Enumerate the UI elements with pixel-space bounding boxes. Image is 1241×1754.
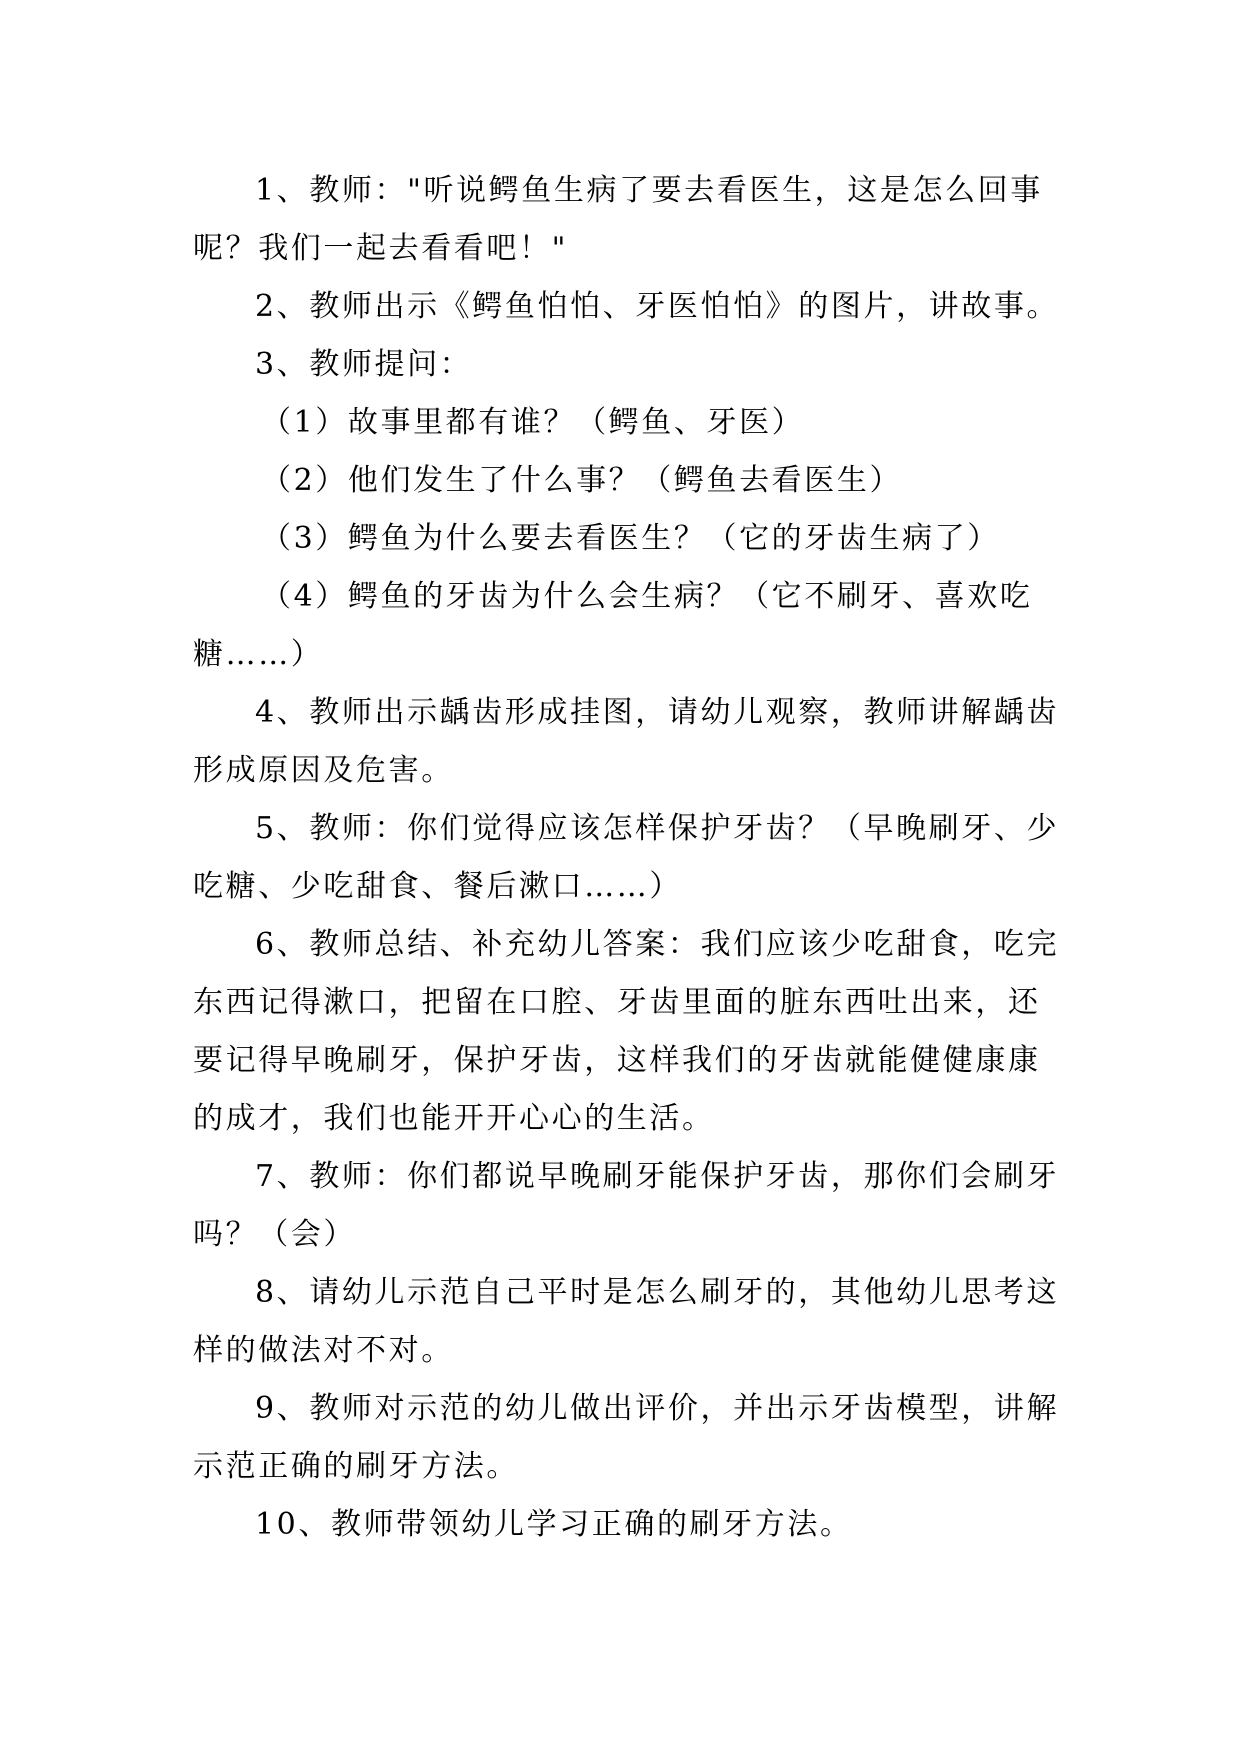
paragraph-step-1: 1、教师："听说鳄鱼生病了要去看医生，这是怎么回事呢？我们一起去看看吧！" bbox=[193, 173, 1043, 266]
paragraph-step-9: 9、教师对示范的幼儿做出评价，并出示牙齿模型，讲解示范正确的刷牙方法。 bbox=[193, 1391, 1060, 1484]
paragraph-step-8: 8、请幼儿示范自己平时是怎么刷牙的，其他幼儿思考这样的做法对不对。 bbox=[193, 1275, 1060, 1368]
paragraph-step-10: 10、教师带领幼儿学习正确的刷牙方法。 bbox=[255, 1507, 853, 1542]
paragraph-step-5: 5、教师：你们觉得应该怎样保护牙齿？（早晚刷牙、少吃糖、少吃甜食、餐后漱口……） bbox=[193, 811, 1060, 904]
question-3: （3）鳄鱼为什么要去看医生？（它的牙齿生病了） bbox=[261, 521, 1000, 556]
question-2: （2）他们发生了什么事？（鳄鱼去看医生） bbox=[261, 463, 903, 498]
paragraph-step-4: 4、教师出示龋齿形成挂图，请幼儿观察，教师讲解龋齿形成原因及危害。 bbox=[193, 695, 1060, 788]
document-body bbox=[193, 162, 1063, 1554]
question-1: （1）故事里都有谁？（鳄鱼、牙医） bbox=[261, 405, 805, 440]
question-4: （4）鳄鱼的牙齿为什么会生病？（它不刷牙、喜欢吃糖……） bbox=[193, 579, 1033, 672]
paragraph-step-6: 6、教师总结、补充幼儿答案：我们应该少吃甜食，吃完东西记得漱口，把留在口腔、牙齿里面的脏东西吐出来，还要记得早晚刷牙，保护牙齿，这样我们的牙齿就能健健康康的成才，我们也能开开心心的生活。 bbox=[193, 927, 1060, 1136]
paragraph-step-2: 2、教师出示《鳄鱼怕怕、牙医怕怕》的图片，讲故事。 bbox=[255, 289, 1060, 324]
paragraph-step-7: 7、教师：你们都说早晚刷牙能保护牙齿，那你们会刷牙吗？（会） bbox=[193, 1159, 1060, 1252]
paragraph-step-3: 3、教师提问： bbox=[255, 347, 473, 382]
